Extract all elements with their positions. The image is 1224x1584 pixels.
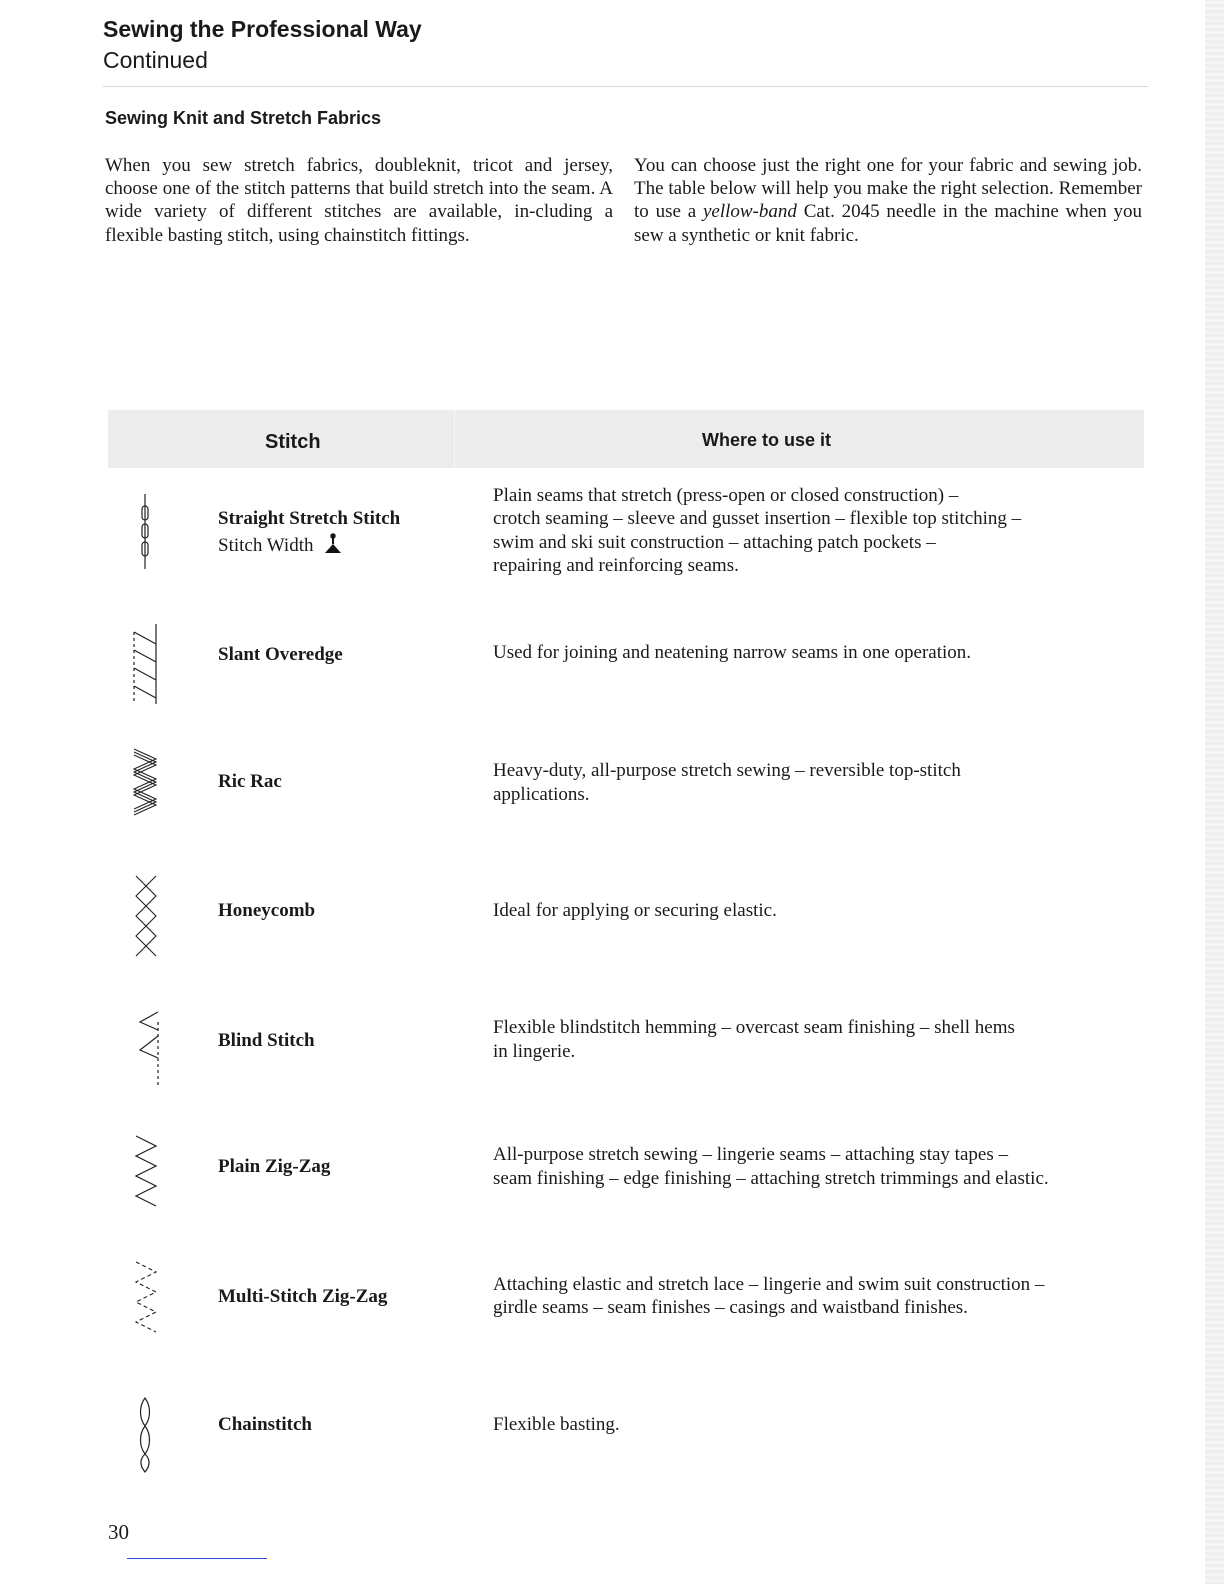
table-header-divider — [454, 410, 455, 468]
section-title: Sewing Knit and Stretch Fabrics — [105, 108, 382, 128]
usage-line: swim and ski suit construction – attaching patch pockets – — [493, 532, 936, 553]
stitch-name: Slant Overedge — [218, 644, 343, 665]
usage-line: applications. — [493, 784, 590, 805]
footer-rule — [127, 1558, 267, 1559]
honeycomb-stitch-icon — [120, 872, 170, 972]
usage-line: girdle seams – seam finishes – casings and waistband finishes. — [493, 1297, 968, 1318]
intro-right-text-1: You can choose just the right one for your fabric and sewing job. The table below will help you make the right selection. Remember to use a — [634, 155, 1142, 223]
blind-stitch-icon — [120, 1004, 170, 1104]
usage-line: Attaching elastic and stretch lace – lingerie and swim suit construction – — [493, 1274, 1045, 1295]
column-header-where: Where to use it — [702, 430, 832, 450]
usage-line: Ideal for applying or securing elastic. — [493, 900, 777, 921]
usage-line: Flexible blindstitch hemming – overcast seam finishing – shell hems — [493, 1017, 1015, 1038]
scan-edge — [1205, 0, 1224, 1584]
usage-line: repairing and reinforcing seams. — [493, 555, 739, 576]
stitch-name: Chainstitch — [218, 1414, 312, 1435]
stitch-name: Straight Stretch Stitch — [218, 508, 401, 529]
table-row — [108, 620, 1144, 740]
stitch-width-setting-icon — [322, 532, 344, 554]
usage-line: seam finishing – edge finishing – attaching stretch trimmings and elastic. — [493, 1168, 1049, 1189]
usage-line: All-purpose stretch sewing – lingerie seams – attaching stay tapes – — [493, 1144, 1008, 1165]
ric-rac-stitch-icon — [120, 745, 170, 845]
table-header — [108, 410, 1144, 468]
straight-stretch-stitch-icon — [120, 484, 170, 584]
stitch-name: Ric Rac — [218, 771, 282, 792]
stitch-width-label — [218, 532, 344, 557]
slant-overedge-stitch-icon — [120, 620, 170, 720]
stitch-name: Honeycomb — [218, 900, 316, 921]
table-row — [108, 745, 1144, 865]
table-row — [108, 872, 1144, 992]
plain-zig-zag-stitch-icon — [120, 1132, 170, 1232]
chainstitch-icon — [120, 1394, 170, 1494]
usage-line: in lingerie. — [493, 1041, 576, 1062]
usage-line: Used for joining and neatening narrow seams in one operation. — [493, 642, 972, 663]
needle-band-emphasis: yellow-band — [702, 201, 797, 223]
header-divider — [103, 86, 1148, 87]
page-subtitle: Continued — [103, 47, 208, 73]
page-number: 30 — [108, 1520, 129, 1544]
multi-stitch-zig-zag-icon — [120, 1258, 170, 1358]
stitch-name: Blind Stitch — [218, 1030, 315, 1051]
table-row — [108, 1132, 1144, 1252]
usage-line: crotch seaming – sleeve and gusset insertion – flexible top stitching – — [493, 508, 1022, 529]
intro-paragraph-left: When you sew stretch fabrics, doubleknit, tricot and jersey, choose one of the stitch patterns that build stretch into the seam. A wide variety of different stitches are available, in-cluding a flexible basting stitch, using chainstitch fittings. — [105, 155, 613, 246]
page-title: Sewing the Professional Way — [103, 16, 422, 42]
stitch-name: Plain Zig-Zag — [218, 1156, 331, 1177]
usage-line: Heavy-duty, all-purpose stretch sewing – reversible top-stitch — [493, 760, 961, 781]
table-row — [108, 1004, 1144, 1124]
table-row — [108, 1258, 1144, 1378]
usage-line: Flexible basting. — [493, 1414, 620, 1435]
intro-right-text-2: Cat. 2045 needle in the machine when you sew a synthetic or knit fabric. — [634, 201, 1143, 246]
table-row — [108, 1394, 1144, 1514]
stitch-name: Multi-Stitch Zig-Zag — [218, 1286, 388, 1307]
column-header-stitch: Stitch — [265, 431, 321, 453]
intro-paragraph-right — [634, 154, 1142, 247]
usage-line: Plain seams that stretch (press-open or closed construction) – — [493, 485, 959, 506]
stitch-width-text: Stitch Width — [218, 535, 314, 556]
table-row — [108, 484, 1144, 604]
